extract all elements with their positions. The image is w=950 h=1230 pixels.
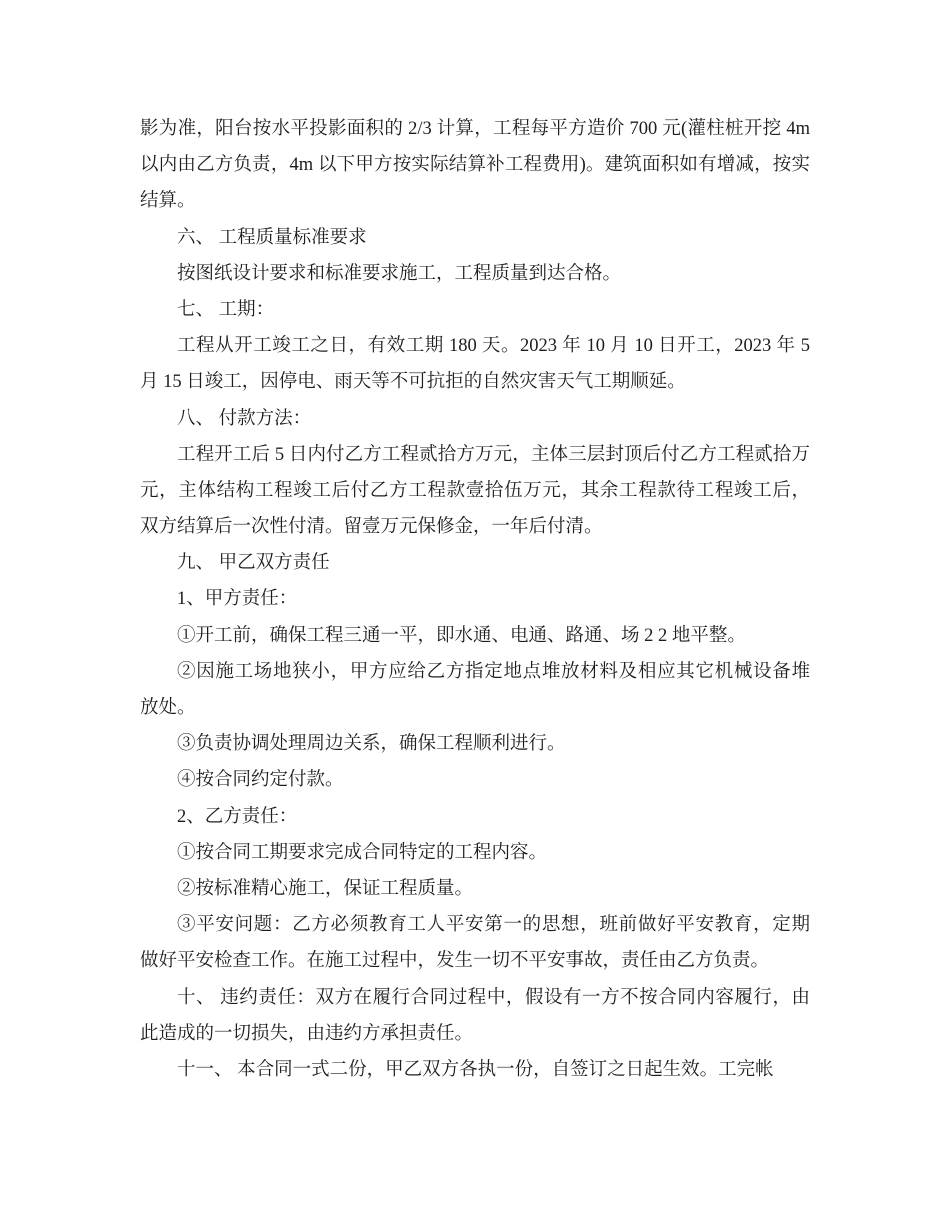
text-line: 工程从开工竣工之日，有效工期 180 天。2023 年 10 月 10 日开工，2023 年 5: [177, 336, 810, 357]
text-line: 工程开工后 5 日内付乙方工程贰拾方万元，主体三层封顶后付乙方工程贰拾万: [177, 444, 810, 465]
text-line: 月 15 日竣工，因停电、雨天等不可抗拒的自然灾害天气工期顺延。: [140, 372, 686, 393]
text-line: 做好平安检查工作。在施工过程中，发生一切不平安事故，责任由乙方负责。: [140, 951, 770, 972]
text-line: 以内由乙方负责，4m 以下甲方按实际结算补工程费用)。建筑面积如有增减，按实: [140, 155, 810, 176]
text-line: 影为准，阳台按水平投影面积的 2/3 计算，工程每平方造价 700 元(灌柱桩开挖 4m: [140, 119, 810, 139]
text-line: ③负责协调处理周边关系，确保工程顺利进行。: [177, 734, 566, 755]
text-line: ①按合同工期要求完成合同特定的工程内容。: [177, 842, 548, 863]
text-line: ①开工前，确保工程三通一平，即水通、电通、路通、场 2 2 地平整。: [177, 625, 746, 646]
text-line: 结算。: [140, 191, 196, 212]
text-line: 放处。: [140, 698, 196, 718]
text-line: 十一、 本合同一式二份，甲乙双方各执一份，自签订之日起生效。工完帐: [177, 1059, 774, 1080]
text-line: 双方结算后一次性付清。留壹万元保修金，一年后付清。: [140, 517, 603, 538]
text-line: 八、 付款方法：: [177, 408, 312, 429]
text-line: 十、 违约责任：双方在履行合同过程中，假设有一方不按合同内容履行，由: [177, 987, 810, 1008]
text-line: ②因施工场地狭小，甲方应给乙方指定地点堆放材料及相应其它机械设备堆: [177, 661, 810, 682]
text-line: 元，主体结构工程竣工后付乙方工程款壹拾伍万元，其余工程款待工程竣工后，: [140, 480, 810, 501]
text-line: 此造成的一切损失，由违约方承担责任。: [140, 1023, 474, 1044]
text-line: ③平安问题：乙方必须教育工人平安第一的思想，班前做好平安教育，定期: [177, 915, 810, 936]
contract-text-block: [140, 111, 810, 1088]
text-line: 按图纸设计要求和标准要求施工，工程质量到达合格。: [177, 263, 622, 284]
text-line: ②按标准精心施工，保证工程质量。: [177, 878, 474, 899]
text-line: 六、 工程质量标准要求: [177, 227, 367, 248]
text-line: 七、 工期：: [177, 299, 275, 320]
text-line: 1、甲方责任：: [177, 589, 298, 610]
text-line: ④按合同约定付款。: [177, 770, 344, 791]
text-line: 2、乙方责任：: [177, 806, 298, 827]
text-line: 九、 甲乙双方责任: [177, 553, 330, 574]
